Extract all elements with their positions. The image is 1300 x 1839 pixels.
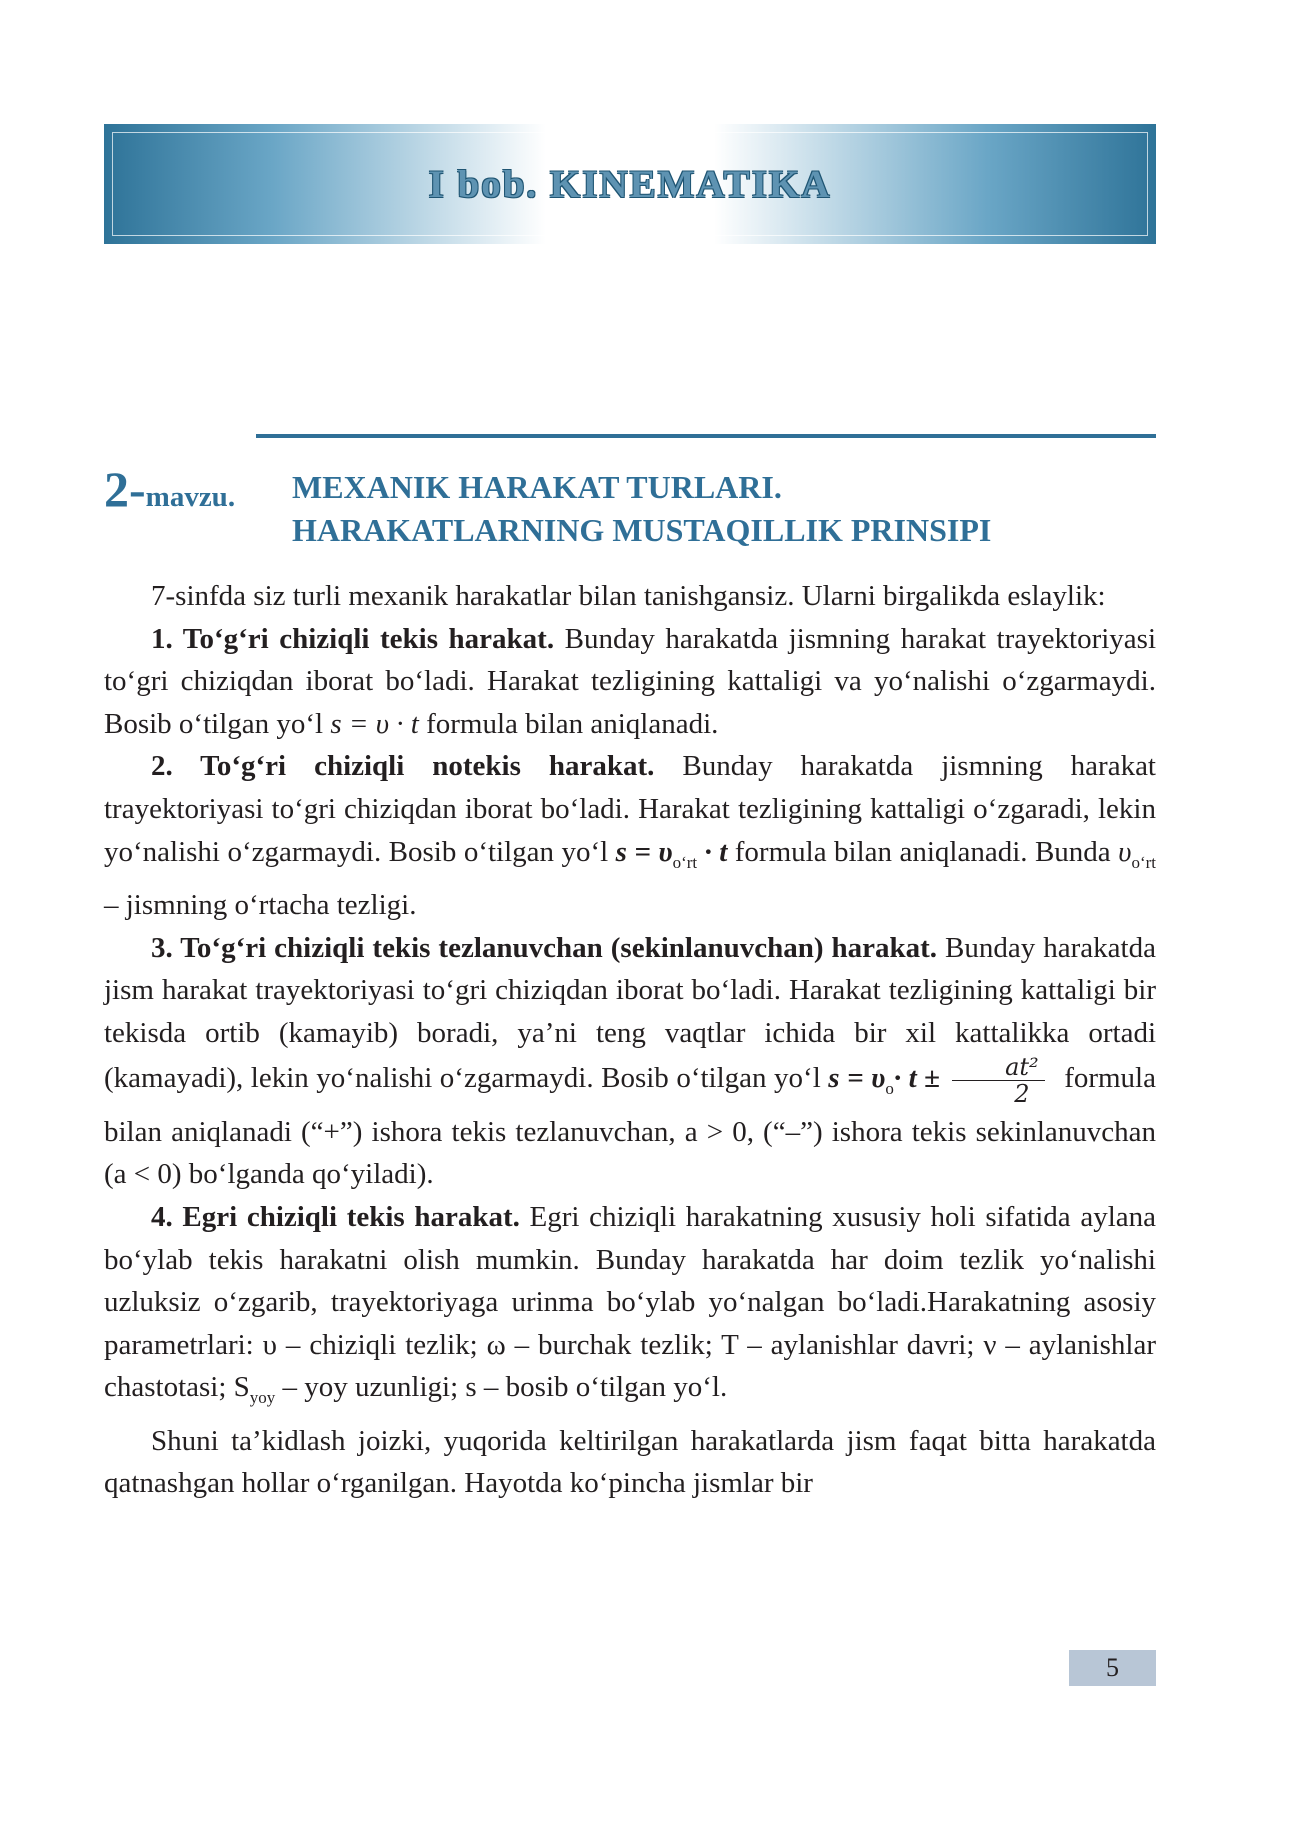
intro-paragraph: 7-sinfda siz turli mexanik harakatlar bilan tanishgansiz. Ularni birgalikda eslaylik:	[151, 580, 1106, 612]
paragraph-3-text: Bunday harakatda jism harakat trayektoriyasi to‘gri chiziqdan iborat bo‘ladi. Harakat tezligining kattaligi bir tekisda ortib (kamayib) boradi, ya’ni teng vaqtlar ichida bir xil kattalikka ortadi (kamayadi), lekin yo‘nalishi o‘zgarmaydi. Bosib o‘tilgan yo‘l	[104, 931, 1156, 1095]
paragraph-3-end: formula bilan aniqlanadi (“+”) ishora tekis tezlanuvchan, a > 0, (“–”) ishora tekis sekinlanuvchan (a < 0) bo‘lganda qo‘yiladi).	[104, 1062, 1156, 1191]
fraction-numerator: at²	[952, 1054, 1045, 1081]
formula-3-right: · t ±	[893, 1062, 941, 1095]
paragraph-2-title: 2. To‘g‘ri chiziqli notekis harakat.	[151, 750, 655, 783]
topic-title-line-1: MEXANIK HARAKAT TURLARI.	[292, 469, 782, 505]
topic-number	[104, 460, 235, 518]
paragraph-4-title: 4. Egri chiziqli tekis harakat.	[151, 1201, 520, 1234]
paragraph-1-text: Bunday harakatda jismning harakat trayektoriyasi to‘gri chiziqdan iborat bo‘ladi. Harakat tezligining kattaligi va yo‘nalishi o‘zgarmaydi. Bosib o‘tilgan yo‘l	[104, 622, 1157, 740]
formula-2-left: s = υ	[615, 835, 673, 868]
chapter-title: I bob. KINEMATIKA	[428, 163, 832, 206]
paragraph-2-end: – jismning o‘rtacha tezligi.	[104, 888, 417, 921]
average-velocity-subscript: o‘rt	[1131, 852, 1156, 872]
formula-3-subscript: o	[885, 1079, 894, 1099]
chapter-banner	[104, 124, 1156, 244]
topic-title-line-2: HARAKATLARNING MUSTAQILLIK PRINSIPI	[292, 512, 992, 548]
paragraph-2-mid: formula bilan aniqlanadi. Bunda	[727, 835, 1119, 868]
paragraph-1	[104, 618, 1156, 746]
paragraph-2-text: Bunday harakatda jismning harakat trayektoriyasi to‘gri chiziqdan iborat bo‘ladi. Harakat tezligining kattaligi o‘zgaradi, lekin yo‘nalishi o‘zgarmaydi. Bosib o‘tilgan yo‘l	[104, 750, 1156, 868]
paragraph-4-text: Egri chiziqli harakatning xususiy holi sifatida aylana bo‘ylab tekis harakatni olish mumkin. Bunday harakatda har doim tezlik yo‘nalishi uzluksiz o‘zgarib, trayektoriyaga urinma bo‘ylab yo‘nalgan bo‘ladi.Harakatning asosiy parametrlari:	[104, 1201, 1156, 1361]
formula-3-left: s = υ	[828, 1062, 886, 1095]
topic-divider	[256, 434, 1156, 438]
topic-title	[292, 466, 991, 552]
arc-length-subscript: yoy	[249, 1388, 276, 1408]
formula-3-fraction	[952, 1054, 1045, 1107]
formula-3	[828, 1062, 941, 1099]
paragraph-4-parameters-end: – yoy uzunligi; s – bosib o‘tilgan yo‘l.	[275, 1371, 728, 1404]
paragraph-5: Shuni ta’kidlash joizki, yuqorida keltirilgan harakatlarda jism faqat bitta harakatda qatnashgan hollar o‘rganilgan. Hayotda ko‘pincha jismlar bir	[104, 1424, 1156, 1500]
paragraph-1-end: formula bilan aniqlanadi.	[418, 707, 719, 740]
body-text	[104, 575, 1156, 1505]
paragraph-4-parameters: υ – chiziqli tezlik; ω – burchak tezlik; T – aylanishlar davri; ν – aylanishlar chastotasi; S	[104, 1328, 1156, 1404]
formula-2-subscript: o‘rt	[672, 852, 698, 872]
formula-2	[615, 835, 728, 872]
formula-1: s = υ · t	[330, 707, 419, 740]
average-velocity-symbol: υ	[1118, 835, 1132, 868]
paragraph-3-title: 3. To‘g‘ri chiziqli tekis tezlanuvchan (sekinlanuvchan) harakat.	[151, 931, 938, 964]
formula-2-right: · t	[697, 835, 728, 868]
fraction-denominator: 2	[1014, 1080, 1030, 1109]
topic-number-digit: 2-	[104, 461, 146, 517]
page-number: 5	[1069, 1650, 1156, 1686]
paragraph-1-title: 1. To‘g‘ri chiziqli tekis harakat.	[151, 622, 555, 655]
paragraph-3	[104, 927, 1156, 1197]
topic-number-word: mavzu.	[145, 481, 236, 513]
paragraph-2	[104, 745, 1156, 926]
paragraph-4	[104, 1196, 1156, 1420]
